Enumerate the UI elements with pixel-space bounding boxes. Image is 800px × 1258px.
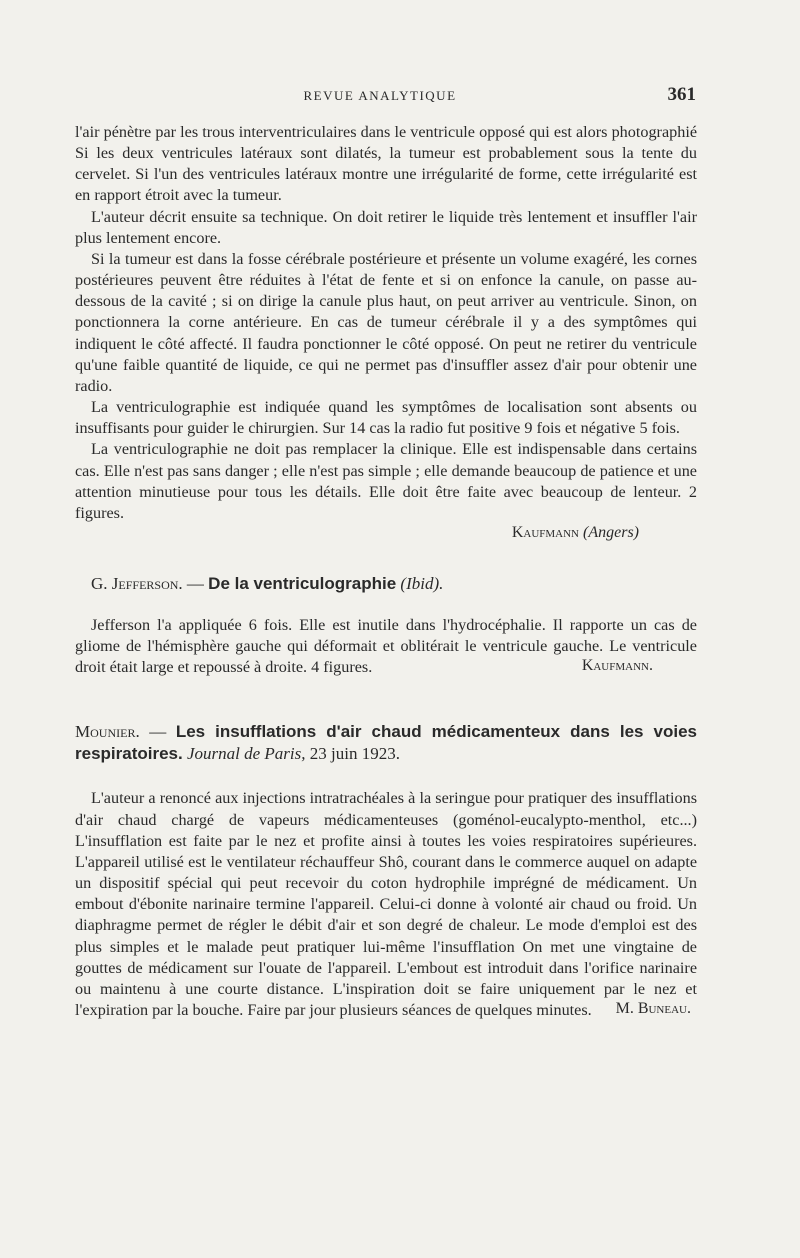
article-author: G. Jefferson. [91,573,183,593]
author-signature: M. Buneau. [615,1000,691,1018]
page-header [0,84,800,110]
signature-place: (Angers) [583,523,639,541]
paragraph: Jefferson l'a appliquée 6 fois. Elle est inutile dans l'hydrocéphalie. Il rapporte un cas de gliome de l'hémisphère gauche qui déformait et oblitérait le ventricule gauche. Le ventricule droit était large et repoussé à droite. 4 figures. [75,615,697,677]
article-jefferson [75,573,697,675]
article-author: Mounier. [75,722,140,742]
article-source: (Ibid). [400,573,444,593]
heading-dash: — [182,573,209,593]
author-signature: Kaufmann [511,523,580,541]
running-title: REVUE ANALYTIQUE [303,88,457,103]
article-title: De la ventriculographie [208,573,397,593]
article-title: Les insufflations d'air chaud médicamenteux dans les voies respiratoires. [75,722,698,764]
article-heading [75,721,697,765]
paragraph: Si la tumeur est dans la fosse cérébrale postérieure et présente un volume exagéré, les cornes postérieures peuvent être réduites à l'état de fente et si on enfonce la canule, on passe au-dessous de la cavité ; si on dirige la canule plus haut, on peut arriver au ventricule. Sinon, on ponctionnera la corne antérieure. En cas de tumeur cérébrale il y a des symptômes qui indiquent le côté affecté. Il faudra ponctionner le côté opposé. On peut ne retirer du ventricule qu'une faible quantité de liquide, ce qui ne permet pas d'insuffler assez d'air pour obtenir une radio. [75,249,697,395]
author-signature: Kaufmann. [581,657,653,675]
paragraph: L'auteur décrit ensuite sa technique. On doit retirer le liquide très lentement et insuffler l'air plus lentement encore. [75,207,697,247]
heading-dash: — [139,722,176,742]
paragraph: L'auteur a renoncé aux injections intratrachéales à la seringue pour pratiquer des insufflations d'air chaud chargé de vapeurs médicamenteuses (goménol-eucalypto-menthol, etc...) L'insufflation est faite par le nez et profite ainsi à toutes les voies respiratoires supérieures. L'appareil utilisé est le ventilateur réchauffeur Shô, courant dans le commerce auquel on adapte un dispositif spécial qui peut recevoir du coton hydrophile imprégné de médicament. Un embout d'ébonite narinaire termine l'appareil. Celui-ci donne à volonté air chaud ou froid. Un diaphragme permet de régler le débit d'air et son degré de chaleur. Le mode d'emploi est des plus simples et le malade peut pratiquer lui-même l'insufflation On met une vingtaine de gouttes de médicament sur l'ouate de l'appareil. L'embout est introduit dans l'orifice narinaire ou maintenu à une courte distance. L'inspiration doit se faire uniquement par le nez et l'expiration par la bouche. Faire par jour plusieurs séances de quelques minutes. [75,789,697,1019]
paragraph: l'air pénètre par les trous interventriculaires dans le ventricule opposé qui est alors photographié Si les deux ventricules latéraux sont dilatés, la tumeur est probablement sous la tente du cervelet. Si l'un des ventricules latéraux montre une irrégularité de forme, cette irrégularité est en rapport étroit avec la tumeur. [75,123,697,205]
paragraph: La ventriculographie ne doit pas remplacer la clinique. Elle est indispensable dans certains cas. Elle n'est pas sans danger ; elle n'est pas simple ; elle demande beaucoup de patience et une attention minutieuse pour tous les détails. Elle doit être faite avec beaucoup de lenteur. 2 figures. [75,440,697,522]
article-date: 23 juin 1923. [305,744,400,764]
article-journal: Journal de Paris, [186,744,306,764]
article-mounier [75,721,697,1018]
paragraph: La ventriculographie est indiquée quand les symptômes de localisation sont absents ou insuffisants pour guider le chirurgien. Sur 14 cas la radio fut positive 9 fois et négative 5 fois. [75,398,697,438]
article-heading [75,573,697,595]
page-content [75,122,697,1018]
article-continuation [75,122,697,542]
signature-line [75,524,697,542]
page-number: 361 [667,84,696,105]
